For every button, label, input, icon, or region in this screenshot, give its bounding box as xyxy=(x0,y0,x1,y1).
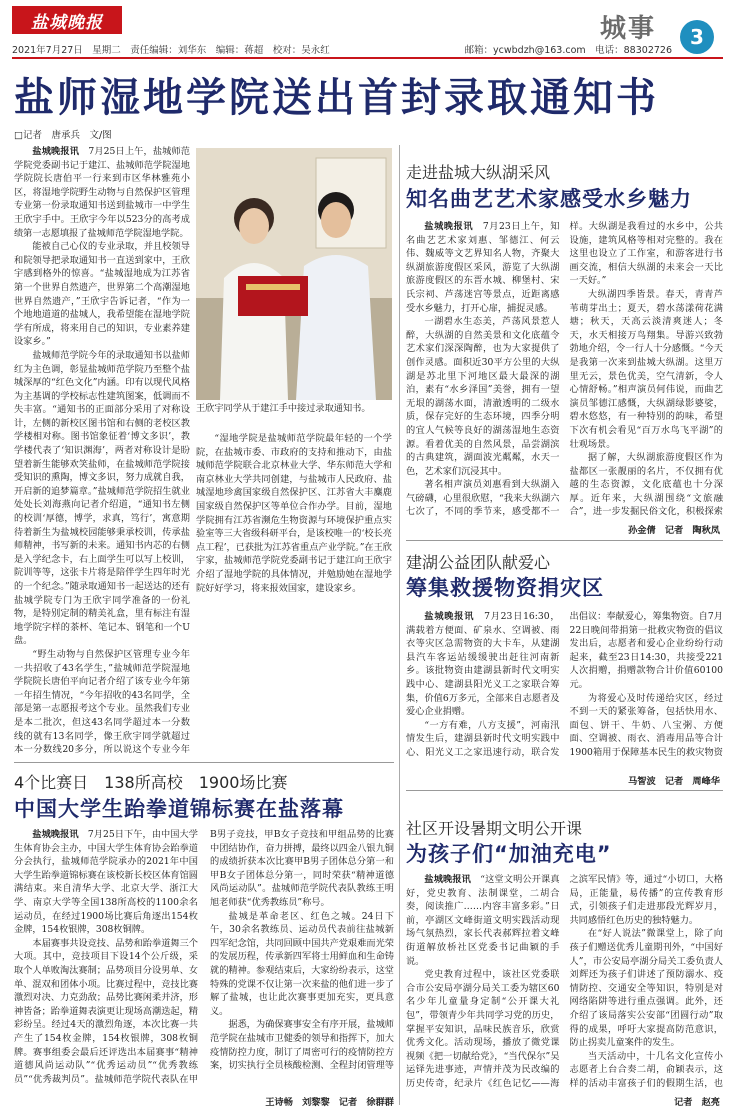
main-paragraph-5: “湿地学院是盐城师范学院最年轻的一个学院，在盐城市委、市政府的支持和推动下，由盐城师范学院联合北京林业大学、华东师范大学和南京林业大学共同创建，与盐城市人民政府、盐城湿地珍禽国家级自然保护区、江苏省大丰麋鹿国家级自然保护区等单位合作办学。目前，湿地学院拥有江苏省濒危生物资源与环境保护重点实验室等三大省级科研平台，是该校唯一的‘校长亮点工程’，已获批为江苏省重点产业学院。”在王欣宇家，盐城师范学院党委副书记于建江向王欣宇介绍了湿地学院的具体情况，并勉励她在湿地学院好好学习，将来报效国家，建设家乡。 xyxy=(196,433,392,594)
art4-paragraph-2: 本届赛事共设竞技、品势和跆拳道舞三个大项。其中，竞技项目下设14个公斤级，采取个人单败淘汰赛制；品势项目分设男单、女单、混双和团体小项。比赛过程中，竞技比赛激烈对决、力克劲敌；品势比赛闲柔并济，形神皆备；跆拳道舞表演更让现场高潮迭起，精彩纷呈。经过4天的激烈角逐，本次比赛一共产生了154枚金牌，154枚银牌，308枚铜牌。赛事组委会最后还评选出本届赛事“精神道德风尚运动队”“优秀运动员”“优秀教练员”“优秀裁判员”。盐城师范学院代表队在甲B男子竞技，甲B女子竞技和甲组品势的比赛中团结协作，奋力拼搏，最终以四金八银九铜的成绩折获本次比赛甲B男子团体总分第一和甲B女子团体总分第一，同时荣获“精神道德风尚运动队”。盐城师范学院代表队教练王明旭老师获“优秀教练员”称号。 xyxy=(14,829,394,1085)
art4-headline: 中国大学生跆拳道锦标赛在盐落幕 xyxy=(14,797,344,821)
section-divider xyxy=(406,540,723,541)
section-title: 城事 xyxy=(600,14,657,44)
art4-paragraph-1: 7月25日下午，由中国大学生体育协会主办，中国大学生体育协会跆拳道分会执行，盐城师范学院承办的2021年中国大学生跆拳道锦标赛在该校新长校区体育馆圆满结束。来自清华大学、北京大学、浙江大学、南京大学等全国138所高校的1100余名运动员，在经过1900场比赛后角逐出154枚金牌，154枚银牌，308枚铜牌。 xyxy=(14,829,198,936)
art5-body xyxy=(406,873,723,1091)
art3-headline: 筹集救援物资捐灾区 xyxy=(406,576,604,600)
art3-paragraph-2: “一方有难，八方支援”，河南汛情发生后，建湖县新时代文明实践中心、阳光义工之家迅速行动，联合发出倡议：奉献爱心，筹集物资。自7月22日晚间带捐第一批救灾物资的倡议发出后，志愿者和爱心企业纷纷行动起来，截至23日14:30，共接受221人次捐赠，捐赠款物合计价值60100元。 xyxy=(406,611,723,758)
main-paragraph-3: 盐城师范学院今年的录取通知书以盐师红为主色调，彰显盐城师范学院乃至整个盐城深厚的“红色文化”内涵。印有以现代风格为主基调的学校标志性建筑图案，低调而不失丰富。“通知书的正面部分采用了对称设计，左侧的新校区图书馆和右侧的老校区教学楼相对称。图书馆象征着‘博文多识’，教学楼代表了‘知识渊海’，两者对称设计是盼望着新生能够欢笑盐师，在盐城师范学院接受知识的熏陶，博文多识，努力成就自我，开启新的追梦篇章。”盐城师范学院招生就业处处长刘海燕向记者介绍道，“通知书左侧的校训‘厚德，博学，求真，笃行’，寓意期待着新生为盐城校园能够秉承校训，传承盐师精神，书写新的未来。通知书内芯的右侧是入学纪念卡，右上面学生可以写上校训，院训等等，这张卡片将是陪伴学生四年时光的一个纪念。”随录取通知书一起送达的还有盐城学院专门为王欣宇同学准备的一份礼物，是特别定制的精美礼盒，里有标注有湿地学院字样的茶杯、笔记本、钢笔和一个U盘。 xyxy=(14,349,190,647)
lead-tag: 盐城晚报讯 xyxy=(424,221,474,232)
art5-subhead: 社区开设暑期文明公开课 xyxy=(406,819,583,838)
art4-body xyxy=(14,828,394,1090)
art5-paragraph-3: 在“好人说法”微课堂上，除了向孩子们赠送优秀儿童期刊外，“中国好人”，市公安局亭湖分局关工委负责人刘辉还为孩子们讲述了预防溺水、疫情防控、交通安全等知识，特别是对网络陷阱等进行重点强调。此外，还介绍了该局落实公安部“团圆行动”取得的成果，呼吁大家提高防范意识，防止拐卖儿童案件的发生。 xyxy=(569,928,723,1049)
contact-info: 邮箱：ycwbdzh@163.com 电话：88302726 xyxy=(464,45,672,56)
art5-headline: 为孩子们“加油充电” xyxy=(406,842,612,866)
art4-paragraph-4: 据悉，为确保赛事安全有序开展，盐城师范学院在盐城市卫健委的领导和指挥下，加大疫情防控力度，制订了周密可行的疫情防控方案，切实执行全员核酸检测、全程封闭管理等 xyxy=(210,1019,394,1072)
column-divider xyxy=(399,145,400,1105)
newspaper-logo: 盐城晚报 xyxy=(12,6,122,34)
main-paragraph-4: “野生动物与自然保护区管理专业今年一共招收了43名学生，”盐城师范学院湿地学院院长唐伯平向记者介绍了该专业今年第一年招生情况，“今年招收的43名同学，全部是第一志愿报考这个专业。虽然我们专业是本二批次，但这43名同学超过本一分数线的就有13名同学，像王欣宇同学就超过本一分数线20多分，所以说这个专业今年 xyxy=(14,648,190,755)
section-divider xyxy=(14,762,394,763)
main-byline: □记者 唐承兵 文/图 xyxy=(14,130,112,141)
art2-paragraph-1: 7月23日上午，知名曲艺艺术家刘惠、邹德江、何云伟、魏威等文艺界知名人物，齐聚大纵湖旅游度假区采风，游览了大纵湖旅游度假区的东晋水城、柳堡村、宋氏宗祠、芦荡迷宫等景点，近距离感受水乡魅力，打开心扉，捕捉灵感。 xyxy=(406,221,560,314)
art2-paragraph-5: 据了解，大纵湖旅游度假区作为盐都区一张靓丽的名片，不仅拥有优越的生态资源，文化底蕴也十分深厚。近年来，大纵湖围绕“文旅融合”，进一步发掘民俗文化，积极探索 xyxy=(569,452,723,518)
main-article-col1 xyxy=(14,145,190,755)
header-bar xyxy=(12,42,672,56)
art2-paragraph-3: 著名相声演员刘惠看到大纵湖入气磅礴，心里很欣慰，“我来大纵湖六七次了，不同的季节来，感受都不一样。大纵湖是我看过的水乡中，公共设施，建筑风格等相对完整的。我在这里也设立了工作室，和游客进行书画交流，相信大纵湖的未来会一天比一天好。” xyxy=(406,221,723,518)
art3-paragraph-1: 7月23日16:30，满载着方便面、矿泉水、空调被、雨衣等灾区急需物资的大卡车，从建湖县汽车客运站缓缓驶出赶往河南新乡。该批物资由建湖县新时代文明实践中心、建湖县阳光义工之家联合筹集，价值6万多元，全部来自志愿者及爱心企业捐赠。 xyxy=(406,611,560,718)
main-paragraph-2: 能被自己心仪的专业录取，并且校领导和院领导把录取通知书一直送到家中，王欣宇感到格外的惊喜。“盐城湿地成为江苏省第一个世界自然遗产，世界第二个高潮湿地世界自然遗产，”王欣宇告诉记者，“作为一个地地道道的盐城人，我希望能在湿地学院学有所成，将来用自己的知识，专业素养建设家乡。” xyxy=(14,241,190,348)
lead-tag: 盐城晚报讯 xyxy=(424,611,475,622)
art2-headline: 知名曲艺艺术家感受水乡魅力 xyxy=(406,187,692,211)
issue-info: 2021年7月27日 星期二 责任编辑：刘华东 编辑：蒋超 校对：吴永红 xyxy=(12,45,330,56)
art4-subhead: 4个比赛日 138所高校 1900场比赛 xyxy=(14,773,288,792)
art2-subhead: 走进盐城大纵湖采风 xyxy=(406,163,551,182)
art3-signature: 马智波 记者 周峰华 xyxy=(628,776,720,787)
main-headline: 盐师湿地学院送出首封录取通知书 xyxy=(14,75,659,121)
art4-signature: 王诗畅 刘黎黎 记者 徐群群 xyxy=(265,1097,394,1108)
art3-paragraph-3: 为将爱心及时传递给灾区，经过不到一天的紧张筹备，包括快用水、面包、饼干、牛奶、八宝粥、方便面、空调被、雨衣、消毒用品等合计1900箱用于保障基本民生的救灾物资 xyxy=(569,692,723,758)
art5-signature: 记者 赵亮 xyxy=(674,1097,720,1108)
art2-paragraph-2: 一湖碧水生态美，芦荡风景惹人醉，大纵湖的自然美景和文化底蕴令艺术家们深深陶醉，也为大家提供了创作灵感。面积近30平方公里的大纵湖是苏北里下河地区最大最深的湖泊，素有“水乡泽国”美誉，拥有一望无垠的湖荡水面，清澈透明的二级水质，保存完好的生态环境，四季分明的宜人气候等良好的湖荡湿地生态资源。看着优美的自然风景，品尝湖滨的古典建筑，湖面波光粼粼，水天一色，艺术家们沉浸其中。 xyxy=(406,316,560,477)
page-number-badge: 3 xyxy=(680,20,714,54)
art2-paragraph-4: 大纵湖四季皆景。春天，青青芦苇萌芽出土；夏天，碧水荡漾荷花满塘；秋天，天高云淡清爽迷人；冬天，水天相接万鸟翔集。导游兴致勃勃地介绍，令一行人十分感慨。“今天是我第一次来到盐城大纵湖。这里万里无云，景色优美，空气清新，令人心情舒畅。”相声演员何伟说，而曲艺演员邹德江感慨，大纵湖绿影婆娑，碧水悠悠，有一种特别的韵味，希望下次有机会看见“百万水鸟飞平湖”的壮观场景。 xyxy=(569,288,723,450)
section-divider xyxy=(406,790,723,791)
header-divider xyxy=(12,57,723,59)
main-paragraph-1: 7月25日上午，盐城师范学院党委副书记于建江、盐城师范学院湿地学院院长唐伯平一行来到市区华林雅苑小区，将湿地学院野生动物与自然保护区管理专业第一份录取通知书送到盐城市一中学生王欣宇手中。王欣宇今年以523分的高考成绩第一志愿填报了盐城师范学院湿地学院。 xyxy=(14,146,190,239)
main-article-col3 xyxy=(196,432,392,757)
art3-subhead: 建湖公益团队献爱心 xyxy=(406,553,551,572)
art4-paragraph-3: 盐城是革命老区、红色之城。24日下午，30余名教练员、运动员代表前往盐城新四军纪念馆，共同回顾中国共产党艰难而光荣的发展历程，传承新四军将士用鲜血和生命铸就的精神。参观结束后，大家纷纷表示，这堂特殊的党课不仅让第一次来盐的他们进一步了解了盐城，也让此次赛事更加充实，更具意义。 xyxy=(210,910,394,1017)
photo-caption: 王欣宇同学从于建江手中接过录取通知书。 xyxy=(196,403,371,414)
lead-tag: 盐城晚报讯 xyxy=(32,829,79,840)
art5-paragraph-4: 当天活动中，十几名文化宣传小志愿者上台合奏二胡，俞颖表示，这样的活动丰富孩子们的假期生活，也 xyxy=(569,1050,723,1089)
art3-body xyxy=(406,610,723,770)
art5-paragraph-1: “这堂文明公开课真好，党史教育、法制课堂，二胡合奏，阅读推广……内容丰富多彩。”日前，亭湖区文峰街道文明实践活动现场气氛热烈，家长代表郝辉拉着文峰街道解放桥社区党委书记曲颖的手说。 xyxy=(406,874,560,967)
art5-paragraph-2: 党史教育过程中，该社区党委联合市公安局亭湖分局关工委为辖区60名少年儿童量身定制“公开课大礼包”，带领青少年共同学习党的历史，掌握平安知识，品味民族音乐，欣赏优秀文化。活动现场，播放了微党课视频《把一切献给党》，“当代保尔”吴运铎先进事迹，声情并茂为民改编的历史传奇，纪录片《红色记忆——海之滨军民情》等，通过“小切口，大格局，正能量，易传播”的宣传教育形式，引领孩子们走进那段光辉岁月，共同感悟红色历史的独特魅力。 xyxy=(406,874,723,1089)
art2-signature: 孙金倩 记者 陶秋凤 xyxy=(628,525,720,536)
lead-tag: 盐城晚报讯 xyxy=(424,874,471,885)
art2-body xyxy=(406,220,723,520)
lead-tag: 盐城晚报讯 xyxy=(32,146,80,157)
main-photo xyxy=(196,148,392,400)
